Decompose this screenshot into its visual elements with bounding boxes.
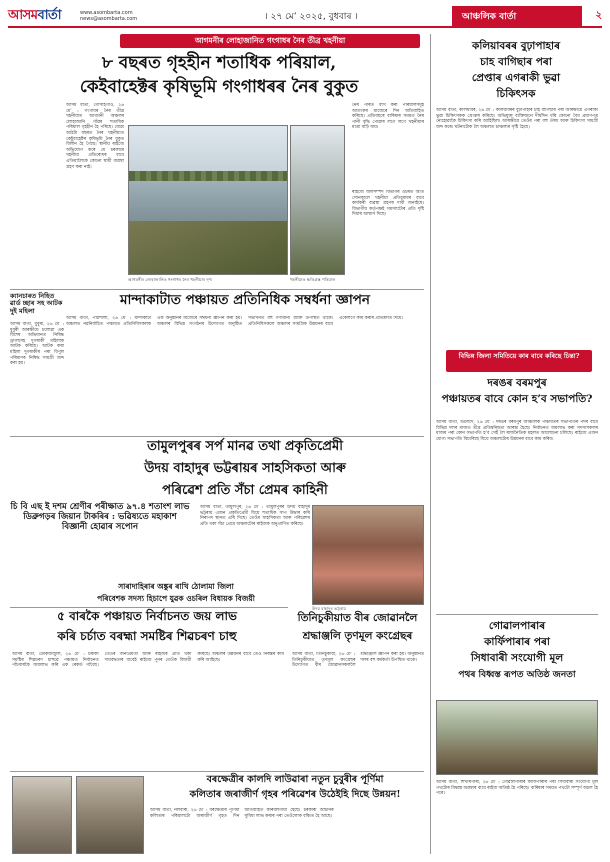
red-tag-banner: বিভিন্ন জিলা সমিতিয়ে কাৰ বাবে কৰিছে চিন্তা? [446,350,592,372]
cbse-subhead-2: পৰিবেশক সদস্য হিচাপে যুৱক ওচৰিল বিধায়ক বিজয়ী [97,594,255,603]
darang-headline-line-1: দৰঙৰ বৰমপুৰ [487,377,547,389]
goalpara-photo-road [436,700,598,775]
kaliabor-body: আসম বাৰ্তা, কলিয়াবৰ, ২৬ মে’ : কলিয়াবৰৰ বুঢ়াপাহাৰ চাহ বাগিছাৰ পৰা আৰক্ষীয়ে এগৰাকী ভুৱা চিকিৎসকক গ্ৰেপ্তাৰ কৰিছে। অভিযুক্ত ব্যক্তিজনে দীৰ্ঘদিন ধৰি কোনো বৈধ প্ৰমাণপত্ৰ নোহোৱাকৈ চিকিৎসা কৰি আহিছিল। আৰক্ষীয়ে তেওঁৰ পৰা বহু ঔষধ আৰু চিকিৎসা সামগ্ৰী জব্দ কৰে। ঘটনাটোক লৈ অঞ্চলত চাঞ্চল্যৰ সৃষ্টি হৈছে। [436,108,598,130]
masthead [8,6,602,28]
lead-body-col-2: নৈৰ পাৰত বাস কৰা পৰিয়ালসমূহ আতংকৰ মাজেৰে দিন অতিবাহিত কৰিছে। প্ৰতিবছৰে বাৰিষাৰ সময়ত নৈৰ পানী বৃদ্ধি পোৱাৰ লগে লগে খহনীয়াৰ মাত্ৰা বাঢ়ি যায়। [352,103,424,131]
tinsukia-headline-line-2: শ্ৰদ্ধাঞ্জলি তৃণমূল কংগ্ৰেছৰ [302,630,413,642]
cbse-headline: চি বি এছ ই দশম শ্ৰেণীৰ পৰীক্ষাত ৯৭.৪ শতাংশ লাভ ডিব্ৰুগড়ৰ জিয়ান টাকৰিৰ : ভৱিষ্যতে মহাকাশ বিজ্ঞানী হোৱাৰ সপোন [10,502,190,532]
darang-body: আসম বাৰ্তা, মঙলদৈ, ২৬ মে’ : দৰঙৰ বৰমপুৰ আঞ্চলিক পঞ্চায়তৰ সভাপতিৰ পদৰ বাবে বিভিন্ন দলৰ মাজত তীব্ৰ প্ৰতিদ্বন্দ্বিতা আৰম্ভ হৈছে। নিৰ্বাচনত জয়লাভ কৰা সদস্যসকলৰ মাজৰ পৰা কোন সভাপতি হ’ব সেই লৈ ৰাজনৈতিক মহলত আলোচনা চলিছে। ৰাইজে এজন যোগ্য সভাপতি বিচাৰিছে যিয়ে অঞ্চলটোৰ উন্নয়নৰ বাবে কাম কৰিব। [436,420,598,442]
lead-photo-secondary [290,125,345,275]
left-headline-arrest: ক্যানচাৰত নিহিত ৱাৰ্ড চ্ছাৰ সহ আটক দুই মহিলা [10,292,63,315]
page-number: ২ [595,9,602,21]
lead-body-col-1: আসম বাৰ্তা, গোসাইগাঁও, ২৬ মে’ : গংগাধৰ নৈৰ তীব্ৰ খহনীয়াত আগমনী অঞ্চলৰ লোহাজানি গাঁৱৰ শতাধিক পৰিয়াল গৃহহীন হৈ পৰিছে। যোৱা আঠটা বছৰত নৈৰ খহনীয়াত কেইবাহেক্টৰ কৃষিভূমি নৈৰ বুকুত বিলীন হৈ গৈছে। স্থানীয় ৰাইজে অভিযোগ কৰে যে চৰকাৰে খহনীয়া প্ৰতিৰোধৰ বাবে এতিয়ালৈকে কোনো স্থায়ী ব্যৱস্থা গ্ৰহণ কৰা নাই। [66,103,124,170]
barakshetri-photo-2 [76,776,144,854]
goalpara-headline-line-2: কাৰ্ফিপাৰাৰ পৰা [484,636,550,648]
tamulpur-headline-line-2: উদয় বাহাদুৰ ভট্টৰায়ৰ সাহসিকতা আৰু [144,461,346,476]
tinsukia-headline-line-1: তিনিচুকীয়াত বীৰ জোৱানলৈ [297,612,418,624]
issue-date: । ২৭ মে’ ২০২৫, বুধবাৰ । [264,11,358,22]
barakshetri-headline-line-2: কলিতাৰ জৰাজীৰ্ণ গৃহৰ পৰিৱেশৰ উঠেইহি দিছে উন্নয়ন! [189,789,401,800]
logo-left: আসম [8,7,38,23]
tinsukia-body: আসম বাৰ্তা, তিনিচুকীয়া, ২৬ মে’ : তিনিচুকীয়াত তৃণমূল কংগ্ৰেছৰ উদ্যোগত বীৰ জোৱানসকললৈ শ্ৰদ্ধাঞ্জলি জ্ঞাপন কৰা হয়। অনুষ্ঠানত দলৰ বহু কৰ্মকৰ্তা উপস্থিত থাকে। [292,652,424,669]
panchayat-body: আসম বাৰ্তা, ডেকিয়াজুলি, ২৬ মে’ : চৰাকা সমষ্টিৰ শিৱচৰণ চাহুৱে পঞ্চায়ত নিৰ্বাচনত পাঁচবাৰকৈ জয়লাভ কৰি এক ৰেকৰ্ড গঢ়িছে। তেওঁৰ জনপ্ৰিয়তা আৰু ৰাইজৰ প্ৰতি থকা দায়বদ্ধতাৰ বাবেই ৰাইজে পুনৰ তেওঁক বিজয়ী কৰিছে। অঞ্চলৰ উন্নয়নৰ বাবে তেওঁ নিৰন্তৰ কাম কৰি আহিছে। [12,652,284,669]
kaliabor-headline-line-1: কলিয়াবৰৰ বুঢ়াপাহাৰ [472,40,560,52]
tamulpur-headline-line-1: তামুলপুৰৰ সৰ্প মানৱ তথা প্ৰকৃতিপ্ৰেমী [147,439,343,454]
logo-right: বাৰ্তা [37,7,62,23]
barakshetri-headline-line-1: বৰক্ষেত্ৰীৰ কালদি লাউৱাৰা নতুন চুবুৰীৰ পূৰ্ণিমা [206,774,384,785]
lead-kicker: আগমনীৰ লোহাজানিত গংগাধৰ নৈৰ তীব্ৰ খহনীয়া [120,34,420,48]
section-name: আঞ্চলিক বাৰ্তা [452,6,582,27]
mandakata-body: আসম বাৰ্তা, পাঠশালা, ২৬ মে’ : মান্দাকাটা অঞ্চলত নৱনিৰ্বাচিত পঞ্চায়ত প্ৰতিনিধিসকলক এক অনুষ্ঠানৰ মাজেৰে সম্বৰ্ধনা জ্ঞাপন কৰা হয়। অঞ্চলৰ বিভিন্ন সংগঠনৰ উদ্যোগত অনুষ্ঠিত সভাখনত বহু গণ্যমান্য ব্যক্তি উপস্থিত থাকে। প্ৰতিনিধিসকলে অঞ্চলৰ সামগ্ৰিক উন্নয়নৰ বাবে একেলগে কাম কৰাৰ প্ৰতিশ্ৰুতি দিয়ে। [66,316,403,327]
lead-caption-2: খহনীয়াত ক্ষতিগ্ৰস্ত পৰিয়াল [290,277,336,282]
darang-headline-line-2: পঞ্চায়তৰ বাবে কোন হ’ব সভাপতি? [441,393,593,405]
goalpara-body: আসম বাৰ্তা, শিখৰিপাৰা, ২৬ মে’ : গোৱালপাৰাৰ কাৰ্ফিপাৰাৰ পৰা সিধাবাৰী সংযোগী মূল পথটোৰ বিধ্বস্ত অৱস্থাৰ বাবে ৰাইজ অতিষ্ঠ হৈ পৰিছে। বাৰিষাৰ সময়ত পথটো সম্পূৰ্ণ অচল হৈ পৰে। [436,780,598,797]
kaliabor-headline-line-2: চাহ বাগিছাৰ পৰা [480,56,552,68]
lead-caption-1: আগমনীৰ লোহাজানিত গংগাধৰ নৈৰ খহনীয়াৰ দৃশ্য [128,277,213,282]
newspaper-logo [8,6,80,27]
panchayat-headline-line-2: কৰি চৰ্চাত বৰহ্মা সমষ্টিৰ শিৱচৰণ চাহু [57,629,237,643]
lead-photo-river-erosion [128,125,288,275]
kaliabor-headline-line-3: প্ৰেপ্তাৰ এগৰাকী ভুৱা [471,72,561,84]
tamulpur-body: আসম বাৰ্তা, তামুলপুৰ, ২৬ মে’ : তামুলপুৰৰ উদয় বাহাদুৰ ভট্টৰায় এজন প্ৰকৃতিপ্ৰেমী যিয়ে শতাধিক সাপ উদ্ধাৰ কৰি নিৰাপদ স্থানত এৰি দিছে। তেওঁৰ সাহসিকতা আৰু পৰিৱেশৰ প্ৰতি থকা সঁচা প্ৰেমে অঞ্চলটোৰ ৰাইজক অনুপ্ৰাণিত কৰিছে। [200,505,310,527]
lead-headline-line-2: কেইবাহেক্টৰ কৃষিভূমি গংগাধৰৰ নৈৰ বুকুত [79,77,359,97]
kaliabor-headline-line-4: চিকিৎসক [496,88,536,100]
cbse-subhead-1: সাৰাদাহিৰাৰ অঙ্কুৰ ৰাখি ঠোলামা জিলা [118,582,234,591]
barakshetri-photo-1 [12,776,72,854]
barakshetri-body: আসম বাৰ্তা, নলবাৰী, ২৬ মে’ : বৰক্ষেত্ৰীৰ পূৰ্ণিমা কলিতাৰ পৰিয়ালটো জৰাজীৰ্ণ গৃহত দিন অতিবাহিত কৰিবলগীয়া হৈছে। চৰকাৰী আঁচনিৰ সুবিধা লাভ কৰাৰ পৰা তেওঁলোক বঞ্চিত হৈ আছে। [150,808,334,819]
masthead-contact: www.asombarta.com news@asombarta.com [80,10,138,22]
tamulpur-photo [312,505,424,605]
mandakata-headline: মান্দাকাটাত পঞ্চায়ত প্ৰতিনিধিক সম্বৰ্ধনা জ্ঞাপন [119,292,370,308]
lead-headline-line-1: ৮ বছৰত গৃহহীন শতাধিক পৰিয়াল, [101,53,337,73]
goalpara-headline-line-3: সিধাবাৰী সংযোগী মূল [470,652,564,664]
lead-body-col-3: ৰাইজে জলসম্পদ বিভাগৰ ওচৰত অতি সোনকালে খহনীয়া প্ৰতিৰোধৰ বাবে কাৰ্যকৰী ব্যৱস্থা গ্ৰহণৰ দাবী জনাইছে। বিভাগীয় কৰ্তৃপক্ষই সমস্যাটোৰ প্ৰতি দৃষ্টি দিয়াৰ আশ্বাস দিছে। [352,190,424,218]
left-body-arrest: আসম বাৰ্তা, ধুবুৰী, ২৬ মে’ : ধুবুৰী আৰক্ষীয়ে চলোৱা এক বিশেষ অভিযানত নিষিদ্ধ ড্ৰাগছসহ দুগৰাকী মহিলাক আটক কৰিছে। আটক কৰা মহিলা দুগৰাকীৰ পৰা বিপুল পৰিমাণৰ নিষিদ্ধ সামগ্ৰী জব্দ কৰা হয়। [10,322,64,367]
tamulpur-headline-line-3: পৰিৱেশ প্ৰতি সঁচা প্ৰেমৰ কাহিনী [162,483,328,498]
panchayat-headline-line-1: ৫ বাৰকৈ পঞ্চায়ত নিৰ্বাচনত জয় লাভ [57,609,237,623]
goalpara-headline-line-4: পথৰ বিধ্বস্ত ৰূপত অতিষ্ঠ জনতা [458,670,576,680]
goalpara-headline-line-1: গোৱালপাৰাৰ [488,620,546,632]
tamulpur-caption: উদয় বাহাদুৰ ভট্টৰায় [312,606,346,611]
